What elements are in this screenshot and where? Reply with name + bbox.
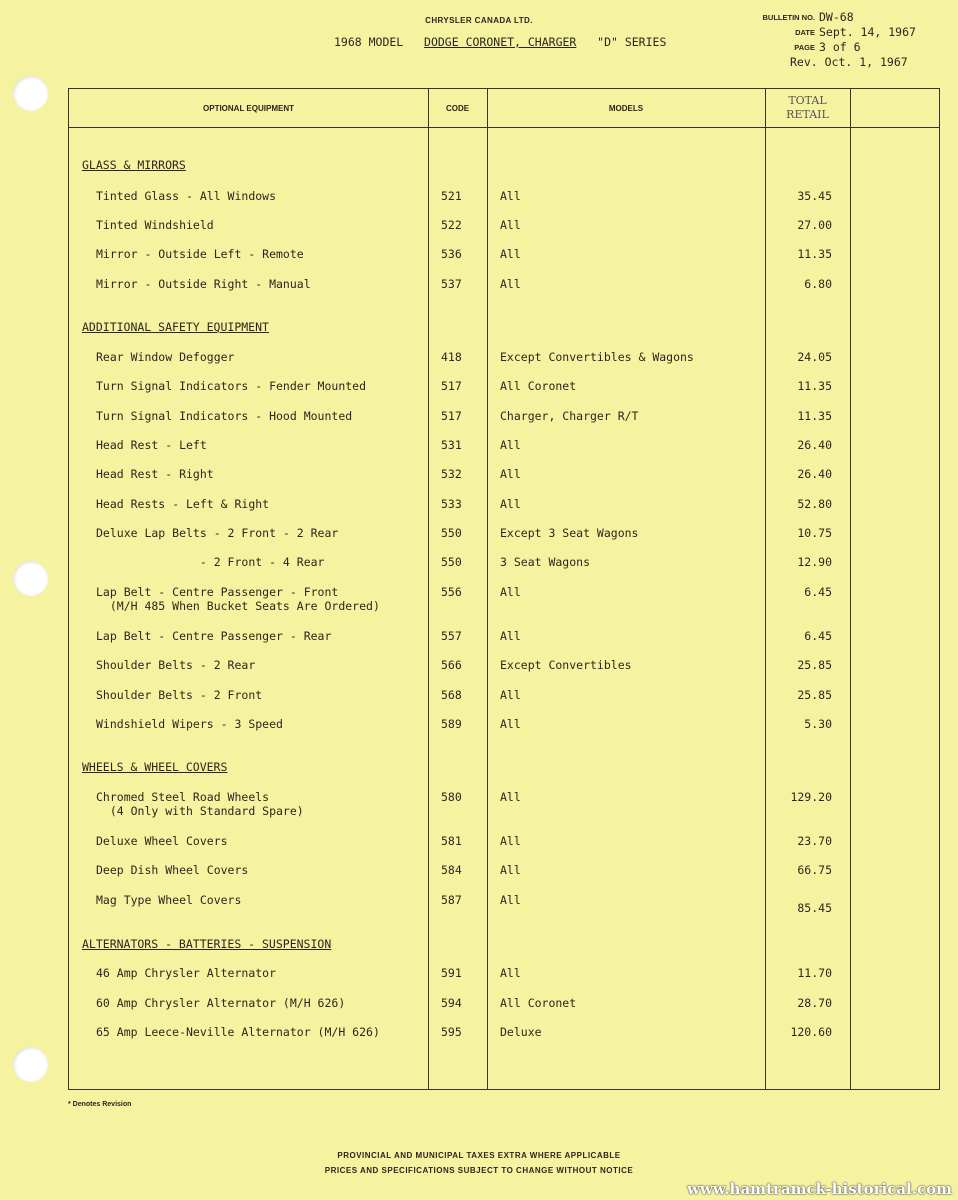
total-label: TOTAL (788, 94, 827, 107)
retail-price: 129.20 (790, 790, 832, 804)
applicable-models: All (500, 438, 521, 452)
option-code: 550 (441, 526, 462, 540)
option-code: 550 (441, 555, 462, 569)
item-description: Head Rests - Left & Right (96, 497, 270, 511)
option-code: 537 (441, 277, 462, 291)
applicable-models: 3 Seat Wagons (500, 555, 591, 569)
item-description: Tinted Glass - All Windows (96, 189, 277, 203)
applicable-models: All (500, 863, 521, 877)
item-description: 60 Amp Chrysler Alternator (M/H 626) (96, 996, 346, 1010)
item-description: Deep Dish Wheel Covers (96, 863, 249, 877)
footer-line-taxes: PROVINCIAL AND MUNICIPAL TAXES EXTRA WHERE APPLICABLE (337, 1151, 621, 1160)
section-heading: GLASS & MIRRORS (82, 158, 186, 172)
option-code: 591 (441, 966, 462, 980)
revision-date: Rev. Oct. 1, 1967 (790, 55, 908, 69)
footer-line-prices: PRICES AND SPECIFICATIONS SUBJECT TO CHANGE WITHOUT NOTICE (324, 1166, 634, 1175)
series-name: "D" SERIES (597, 35, 667, 49)
retail-price: 6.80 (804, 277, 832, 291)
applicable-models: Deluxe (500, 1025, 542, 1039)
section-heading: ADDITIONAL SAFETY EQUIPMENT (82, 320, 269, 334)
item-description: Windshield Wipers - 3 Speed (96, 717, 283, 731)
option-code: 531 (441, 438, 462, 452)
retail-price: 26.40 (797, 438, 832, 452)
retail-price: 24.05 (797, 350, 832, 364)
bulletin-date: Sept. 14, 1967 (819, 25, 916, 39)
column-header-code: CODE (445, 103, 470, 113)
bulletin-number: DW-68 (819, 10, 854, 24)
applicable-models: All (500, 585, 521, 599)
retail-price: 23.70 (797, 834, 832, 848)
option-code: 532 (441, 467, 462, 481)
item-description: Rear Window Defogger (96, 350, 235, 364)
applicable-models: Except 3 Seat Wagons (500, 526, 639, 540)
item-description: - 2 Front - 4 Rear (96, 555, 325, 569)
option-code: 584 (441, 863, 462, 877)
section-heading: WHEELS & WHEEL COVERS (82, 760, 228, 774)
retail-price: 11.35 (797, 247, 832, 261)
applicable-models: All Coronet (500, 996, 577, 1010)
option-code: 536 (441, 247, 462, 261)
item-description: Tinted Windshield (96, 218, 214, 232)
applicable-models: All (500, 247, 521, 261)
applicable-models: All (500, 790, 521, 804)
section-heading: ALTERNATORS - BATTERIES - SUSPENSION (82, 937, 332, 951)
option-code: 517 (441, 379, 462, 393)
option-code: 418 (441, 350, 462, 364)
retail-price: 26.40 (797, 467, 832, 481)
page-label: PAGE (794, 43, 815, 52)
item-description: Turn Signal Indicators - Fender Mounted (96, 379, 367, 393)
retail-price: 85.45 (797, 901, 832, 915)
applicable-models: All (500, 467, 521, 481)
revision-footnote: * Denotes Revision (68, 1101, 132, 1108)
date-label: DATE (795, 28, 815, 37)
applicable-models: All (500, 688, 521, 702)
page-number: 3 of 6 (819, 40, 861, 54)
option-code: 568 (441, 688, 462, 702)
retail-price: 6.45 (804, 585, 832, 599)
option-code: 522 (441, 218, 462, 232)
retail-price: 11.70 (797, 966, 832, 980)
retail-price: 120.60 (790, 1025, 832, 1039)
option-code: 521 (441, 189, 462, 203)
retail-price: 52.80 (797, 497, 832, 511)
retail-price: 25.85 (797, 658, 832, 672)
item-description: Lap Belt - Centre Passenger - Front (M/H 485 When Bucket Seats Are Ordered) (96, 585, 380, 613)
option-code: 533 (441, 497, 462, 511)
retail-price: 35.45 (797, 189, 832, 203)
applicable-models: All (500, 218, 521, 232)
item-description: Shoulder Belts - 2 Front (96, 688, 263, 702)
bulletin-number-label: BULLETIN NO. (762, 13, 815, 22)
option-code: 594 (441, 996, 462, 1010)
option-code: 595 (441, 1025, 462, 1039)
item-description: Turn Signal Indicators - Hood Mounted (96, 409, 353, 423)
retail-price: 5.30 (804, 717, 832, 731)
option-code: 587 (441, 893, 462, 907)
item-description: Deluxe Wheel Covers (96, 834, 228, 848)
applicable-models: All (500, 497, 521, 511)
applicable-models: All (500, 717, 521, 731)
item-description: Head Rest - Right (96, 467, 214, 481)
item-description: Mag Type Wheel Covers (96, 893, 242, 907)
retail-price: 11.35 (797, 409, 832, 423)
retail-price: 12.90 (797, 555, 832, 569)
option-code: 581 (441, 834, 462, 848)
item-description: Deluxe Lap Belts - 2 Front - 2 Rear (96, 526, 339, 540)
item-description: Chromed Steel Road Wheels (4 Only with Standard Spare) (96, 790, 304, 818)
option-code: 566 (441, 658, 462, 672)
option-code: 557 (441, 629, 462, 643)
model-name: DODGE CORONET, CHARGER (424, 35, 577, 49)
applicable-models: All Coronet (500, 379, 577, 393)
item-description: Mirror - Outside Left - Remote (96, 247, 304, 261)
column-header-models: MODELS (608, 103, 644, 113)
model-year: 1968 MODEL (334, 35, 404, 49)
column-header-equipment: OPTIONAL EQUIPMENT (203, 103, 294, 113)
retail-price: 66.75 (797, 863, 832, 877)
retail-price: 27.00 (797, 218, 832, 232)
retail-price: 10.75 (797, 526, 832, 540)
applicable-models: All (500, 189, 521, 203)
retail-price: 11.35 (797, 379, 832, 393)
applicable-models: All (500, 629, 521, 643)
applicable-models: All (500, 277, 521, 291)
item-description: Lap Belt - Centre Passenger - Rear (96, 629, 332, 643)
applicable-models: Except Convertibles & Wagons (500, 350, 694, 364)
applicable-models: All (500, 834, 521, 848)
applicable-models: Except Convertibles (500, 658, 632, 672)
item-description: Shoulder Belts - 2 Rear (96, 658, 256, 672)
retail-price: 25.85 (797, 688, 832, 702)
option-code: 589 (441, 717, 462, 731)
retail-price: 28.70 (797, 996, 832, 1010)
item-description: Head Rest - Left (96, 438, 207, 452)
applicable-models: Charger, Charger R/T (500, 409, 639, 423)
retail-label: RETAIL (786, 108, 829, 121)
company-name: CHRYSLER CANADA LTD. (425, 16, 533, 25)
applicable-models: All (500, 966, 521, 980)
item-description: Mirror - Outside Right - Manual (96, 277, 311, 291)
option-code: 517 (441, 409, 462, 423)
option-code: 556 (441, 585, 462, 599)
item-description: 65 Amp Leece-Neville Alternator (M/H 626) (96, 1025, 380, 1039)
item-description: 46 Amp Chrysler Alternator (96, 966, 277, 980)
applicable-models: All (500, 893, 521, 907)
watermark: www.hamtramck-historical.com (687, 1180, 952, 1198)
retail-price: 6.45 (804, 629, 832, 643)
option-code: 580 (441, 790, 462, 804)
